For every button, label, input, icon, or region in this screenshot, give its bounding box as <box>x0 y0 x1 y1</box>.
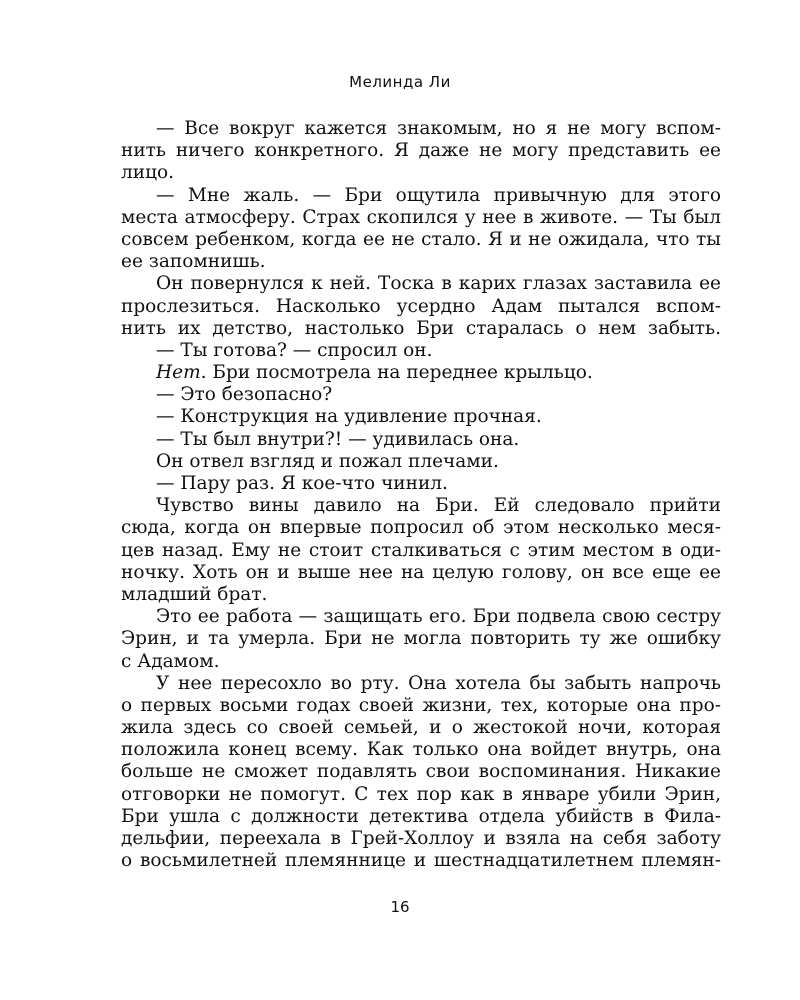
text-line: положила конец всему. Как только она войдет внутрь, она <box>121 739 721 761</box>
text-line: нить ничего конкретного. Я даже не могу представить ее <box>121 140 721 162</box>
text-line: — Ты был внутри?! — удивилась она. <box>156 428 520 450</box>
text-line: — Это безопасно? <box>156 384 333 406</box>
text-line: больше не сможет подавлять свои воспоминания. Никакие <box>121 761 721 783</box>
text-line: прослезиться. Насколько усердно Адам пытался вспом- <box>121 295 721 317</box>
text-line: отговорки не помогут. С тех пор как в январе убили Эрин, <box>121 783 721 805</box>
running-head: Мелинда Ли <box>349 73 451 91</box>
text-line: — Ты готова? — спросил он. <box>156 339 433 361</box>
text-line: — Все вокруг кажется знакомым, но я не могу вспом- <box>156 118 721 139</box>
text-line: ночку. Хоть он и выше нее на целую голову, он все еще ее <box>121 561 721 583</box>
text-line: нить их детство, настолько Бри старалась о нем забыть. <box>121 317 721 339</box>
text-line: младший брат. <box>121 583 268 605</box>
text-line: цев назад. Ему не стоит сталкиваться с этим местом в оди- <box>121 539 721 561</box>
text-line: Он отвел взгляд и пожал плечами. <box>156 450 499 472</box>
text-line: Он повернулся к ней. Тоска в карих глазах заставила ее <box>156 273 721 295</box>
text-line: места атмосферу. Страх скопился у нее в животе. — Ты был <box>121 206 721 228</box>
text-line: совсем ребенком, когда ее не стало. Я и не ожидала, что ты <box>121 228 721 250</box>
body-text <box>121 118 721 872</box>
text-line: — Пару раз. Я кое-что чинил. <box>156 473 448 494</box>
text-line: Эрин, и та умерла. Бри не могла повторить ту же ошибку <box>121 628 721 650</box>
text-line: У нее пересохло во рту. Она хотела бы забыть напрочь <box>156 672 721 694</box>
text-line: о первых восьми годах своей жизни, тех, которые она про- <box>121 694 721 716</box>
page-number: 16 <box>390 898 410 916</box>
text-line: с Адамом. <box>121 650 220 672</box>
text-line: о восьмилетней племяннице и шестнадцатилетнем племян- <box>121 850 721 872</box>
text-line: Это ее работа — защищать его. Бри подвела свою сестру <box>156 606 721 628</box>
text-line: — Мне жаль. — Бри ощутила привычную для этого <box>156 184 721 206</box>
text-line: ее запомнишь. <box>121 251 266 273</box>
text-line: Чувство вины давило на Бри. Ей следовало прийти <box>156 495 721 517</box>
text-line: сюда, когда он впервые попросил об этом несколько меся- <box>121 517 721 539</box>
text-line: — Конструкция на удивление прочная. <box>156 406 542 428</box>
text-line: жила здесь со своей семьей, и о жестокой ночи, которая <box>121 717 721 739</box>
text-line: лицо. <box>121 162 174 184</box>
text-line: дельфии, переехала в Грей-Холлоу и взяла на себя заботу <box>121 828 721 849</box>
text-line: Бри ушла с должности детектива отдела убийств в Фила- <box>121 805 721 827</box>
text-line: Нет. Бри посмотрела на переднее крыльцо. <box>156 362 593 384</box>
